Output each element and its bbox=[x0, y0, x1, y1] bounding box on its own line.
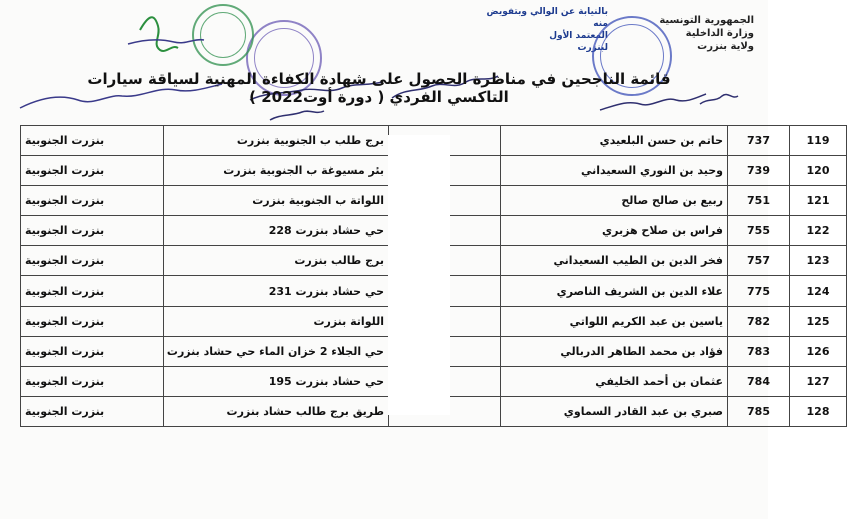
name-cell: عثمان بن أحمد الخليفي bbox=[501, 366, 728, 396]
address-cell: حي حشاد بنزرت 228 bbox=[164, 216, 389, 246]
region-cell: بنزرت الجنوبية bbox=[21, 126, 164, 156]
name-cell: فخر الدين بن الطيب السعيداني bbox=[501, 246, 728, 276]
region-cell: بنزرت الجنوبية bbox=[21, 396, 164, 426]
header-line-republic: الجمهورية التونسية bbox=[659, 15, 754, 26]
score-cell: 755 bbox=[728, 216, 790, 246]
region-cell: بنزرت الجنوبية bbox=[21, 246, 164, 276]
name-cell: فؤاد بن محمد الطاهر الدربالي bbox=[501, 336, 728, 366]
number-cell: 122 bbox=[790, 216, 847, 246]
address-cell: طريق برج طالب حشاد بنزرت bbox=[164, 396, 389, 426]
region-cell: بنزرت الجنوبية bbox=[21, 156, 164, 186]
address-cell: حي حشاد بنزرت 231 bbox=[164, 276, 389, 306]
delegation-line-3: لبنزرت bbox=[577, 43, 608, 53]
score-cell: 775 bbox=[728, 276, 790, 306]
number-cell: 124 bbox=[790, 276, 847, 306]
header-line-governorate: ولاية بنزرت bbox=[697, 41, 754, 52]
score-cell: 751 bbox=[728, 186, 790, 216]
region-cell: بنزرت الجنوبية bbox=[21, 366, 164, 396]
delegation-line-2: المعتمد الأول bbox=[549, 31, 608, 41]
number-cell: 125 bbox=[790, 306, 847, 336]
name-cell: علاء الدين بن الشريف الناصري bbox=[501, 276, 728, 306]
region-cell: بنزرت الجنوبية bbox=[21, 306, 164, 336]
address-cell: اللواتة بنزرت bbox=[164, 306, 389, 336]
number-cell: 127 bbox=[790, 366, 847, 396]
address-cell: حي الجلاء 2 خزان الماء حي حشاد بنزرت bbox=[164, 336, 389, 366]
score-cell: 784 bbox=[728, 366, 790, 396]
score-cell: 737 bbox=[728, 126, 790, 156]
official-header bbox=[658, 14, 754, 53]
name-cell: ربيع بن صالح صالح bbox=[501, 186, 728, 216]
score-cell: 757 bbox=[728, 246, 790, 276]
region-cell: بنزرت الجنوبية bbox=[21, 216, 164, 246]
name-cell: صبري بن عبد القادر السماوي bbox=[501, 396, 728, 426]
address-cell: بئر مسيوغة ب الجنوبية بنزرت bbox=[164, 156, 389, 186]
address-cell: برج طالب بنزرت bbox=[164, 246, 389, 276]
name-cell: حاتم بن حسن البلعيدي bbox=[501, 126, 728, 156]
number-cell: 119 bbox=[790, 126, 847, 156]
address-cell: اللواتة ب الجنوبية بنزرت bbox=[164, 186, 389, 216]
name-cell: وحيد بن النوري السعيداني bbox=[501, 156, 728, 186]
address-cell: برج طلب ب الجنوبية بنزرت bbox=[164, 126, 389, 156]
header-line-ministry: وزارة الداخلية bbox=[685, 28, 754, 39]
number-cell: 121 bbox=[790, 186, 847, 216]
score-cell: 782 bbox=[728, 306, 790, 336]
score-cell: 785 bbox=[728, 396, 790, 426]
region-cell: بنزرت الجنوبية bbox=[21, 276, 164, 306]
address-cell: حي حشاد بنزرت 195 bbox=[164, 366, 389, 396]
number-cell: 126 bbox=[790, 336, 847, 366]
document-title: قائمة الناجحين في مناظرة الحصول على شهادة الكفاءة المهنية لسياقة سيارات التاكسي الفردي ( دورة أوت2022 ) bbox=[87, 70, 671, 106]
region-cell: بنزرت الجنوبية bbox=[21, 336, 164, 366]
score-cell: 739 bbox=[728, 156, 790, 186]
delegation-stamp-text bbox=[486, 6, 608, 54]
redaction-block bbox=[388, 135, 450, 415]
number-cell: 120 bbox=[790, 156, 847, 186]
official-seal-left bbox=[192, 4, 254, 66]
number-cell: 123 bbox=[790, 246, 847, 276]
number-cell: 128 bbox=[790, 396, 847, 426]
name-cell: فراس بن صلاح هزبري bbox=[501, 216, 728, 246]
delegation-line-1: بالنيابة عن الوالي وبتفويض منه bbox=[486, 7, 608, 29]
score-cell: 783 bbox=[728, 336, 790, 366]
name-cell: ياسين بن عبد الكريم اللواتي bbox=[501, 306, 728, 336]
region-cell: بنزرت الجنوبية bbox=[21, 186, 164, 216]
